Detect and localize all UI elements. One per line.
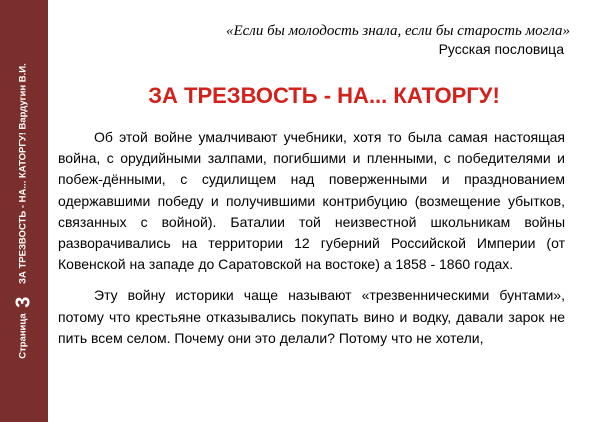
epigraph-quote: «Если бы молодость знала, если бы старость могла» xyxy=(225,23,570,39)
page-label: Страница xyxy=(17,313,29,359)
page-sidebar xyxy=(0,0,48,422)
running-title: ЗА ТРЕЗВОСТЬ - НА... КАТОРГУ! Вардугин В.И. xyxy=(17,63,29,284)
body-paragraph-2: Эту войну историки чаще называют «трезвенническими бунтами», потому что крестьяне отказывались покупать вино и водку, давали зарок не пить всем селом. Почему они это делали? Потому что не хотели, xyxy=(58,287,565,346)
page-number: 3 xyxy=(12,296,35,308)
epigraph xyxy=(226,22,570,58)
sidebar-running-header xyxy=(14,11,35,411)
body-paragraph-1: Об этой войне умалчивают учебники, хотя то была самая настоящая война, с орудийными залпами, погибшими и пленными, с победителями и побеж-дёнными, с судилищем над поверженными и празднованием одержавшими победу и получившими контрибуцию (возмещение убытков, связанных с войной). Баталии той неизвестной школьникам войны разворачивались на территории 12 губерний Российской Империи (от Ковенской на западе до Саратовской на востоке) а 1858 - 1860 годах. xyxy=(58,129,565,273)
article-body xyxy=(58,127,565,359)
article-heading: ЗА ТРЕЗВОСТЬ - НА... КАТОРГУ! xyxy=(148,83,500,108)
epigraph-source: Русская пословица xyxy=(438,41,564,57)
